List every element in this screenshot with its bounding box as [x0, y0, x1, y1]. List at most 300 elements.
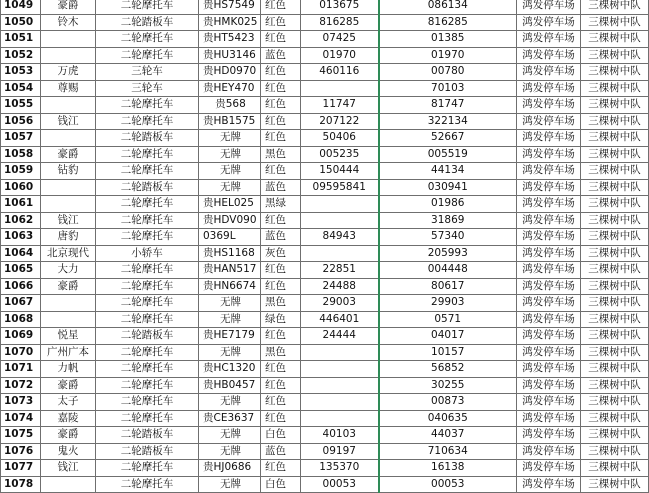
squad-cell[interactable]: 三棵树中队: [581, 344, 649, 361]
frame-number-cell[interactable]: 710634: [379, 443, 517, 460]
plate-cell[interactable]: 贵HS1168: [199, 245, 261, 262]
brand-cell[interactable]: [41, 179, 96, 196]
color-cell[interactable]: 红色: [261, 130, 301, 147]
vehicle-type-cell[interactable]: 二轮摩托车: [96, 97, 199, 114]
vehicle-type-cell[interactable]: 二轮摩托车: [96, 196, 199, 213]
brand-cell[interactable]: 北京现代: [41, 245, 96, 262]
frame-number-cell[interactable]: 52667: [379, 130, 517, 147]
frame-number-cell[interactable]: 040635: [379, 410, 517, 427]
color-cell[interactable]: 红色: [261, 163, 301, 180]
engine-number-cell[interactable]: 50406: [301, 130, 379, 147]
table-row: [1, 410, 649, 427]
plate-cell[interactable]: 贵HMK025: [199, 14, 261, 31]
plate-cell[interactable]: 贵HS7549: [199, 0, 261, 14]
table-row: [1, 245, 649, 262]
color-cell[interactable]: 红色: [261, 377, 301, 394]
color-cell[interactable]: 黑色: [261, 146, 301, 163]
squad-cell[interactable]: 三棵树中队: [581, 64, 649, 81]
engine-number-cell[interactable]: 150444: [301, 163, 379, 180]
brand-cell[interactable]: 豪爵: [41, 0, 96, 14]
frame-number-cell[interactable]: 01970: [379, 47, 517, 64]
vehicle-type-cell[interactable]: 二轮摩托车: [96, 113, 199, 130]
brand-cell[interactable]: 豪爵: [41, 377, 96, 394]
parking-lot-cell[interactable]: 鸿发停车场: [517, 0, 581, 14]
frame-number-cell[interactable]: 004448: [379, 262, 517, 279]
squad-cell[interactable]: 三棵树中队: [581, 14, 649, 31]
row-number-cell[interactable]: 1054: [1, 80, 41, 97]
color-cell[interactable]: 红色: [261, 394, 301, 411]
plate-cell[interactable]: 0369L: [199, 229, 261, 246]
squad-cell[interactable]: 三棵树中队: [581, 443, 649, 460]
parking-lot-cell[interactable]: 鸿发停车场: [517, 130, 581, 147]
brand-cell[interactable]: [41, 31, 96, 48]
row-number-cell[interactable]: 1051: [1, 31, 41, 48]
vehicle-type-cell[interactable]: 三轮车: [96, 64, 199, 81]
vehicle-type-cell[interactable]: 二轮摩托车: [96, 163, 199, 180]
squad-cell[interactable]: 三棵树中队: [581, 130, 649, 147]
plate-cell[interactable]: 贵HB1575: [199, 113, 261, 130]
parking-lot-cell[interactable]: 鸿发停车场: [517, 47, 581, 64]
vehicle-type-cell[interactable]: 二轮摩托车: [96, 229, 199, 246]
engine-number-cell[interactable]: 135370: [301, 460, 379, 477]
squad-cell[interactable]: 三棵树中队: [581, 163, 649, 180]
engine-number-cell[interactable]: [301, 377, 379, 394]
color-cell[interactable]: 红色: [261, 410, 301, 427]
color-cell[interactable]: 黑色: [261, 344, 301, 361]
plate-cell[interactable]: 贵HT5423: [199, 31, 261, 48]
squad-cell[interactable]: 三棵树中队: [581, 262, 649, 279]
engine-number-cell[interactable]: 22851: [301, 262, 379, 279]
frame-number-cell[interactable]: 086134: [379, 0, 517, 14]
frame-number-cell[interactable]: 0571: [379, 311, 517, 328]
row-number-cell[interactable]: 1073: [1, 394, 41, 411]
squad-cell[interactable]: 三棵树中队: [581, 179, 649, 196]
engine-number-cell[interactable]: 01970: [301, 47, 379, 64]
frame-number-cell[interactable]: 205993: [379, 245, 517, 262]
vehicle-type-cell[interactable]: 二轮踏板车: [96, 130, 199, 147]
brand-cell[interactable]: [41, 196, 96, 213]
table-row: [1, 262, 649, 279]
frame-number-cell[interactable]: 04017: [379, 328, 517, 345]
engine-number-cell[interactable]: 24444: [301, 328, 379, 345]
engine-number-cell[interactable]: [301, 245, 379, 262]
table-row: [1, 394, 649, 411]
engine-number-cell[interactable]: [301, 344, 379, 361]
vehicle-type-cell[interactable]: 二轮摩托车: [96, 31, 199, 48]
engine-number-cell[interactable]: 09197: [301, 443, 379, 460]
frame-number-cell[interactable]: 81747: [379, 97, 517, 114]
color-cell[interactable]: 黑色: [261, 295, 301, 312]
squad-cell[interactable]: 三棵树中队: [581, 80, 649, 97]
engine-number-cell[interactable]: 40103: [301, 427, 379, 444]
plate-cell[interactable]: 无牌: [199, 427, 261, 444]
table-row: [1, 0, 649, 14]
parking-lot-cell[interactable]: 鸿发停车场: [517, 394, 581, 411]
parking-lot-cell[interactable]: 鸿发停车场: [517, 361, 581, 378]
brand-cell[interactable]: [41, 476, 96, 493]
squad-cell[interactable]: 三棵树中队: [581, 0, 649, 14]
parking-lot-cell[interactable]: 鸿发停车场: [517, 163, 581, 180]
brand-cell[interactable]: 唐豹: [41, 229, 96, 246]
brand-cell[interactable]: 豪爵: [41, 146, 96, 163]
parking-lot-cell[interactable]: 鸿发停车场: [517, 31, 581, 48]
color-cell[interactable]: 白色: [261, 476, 301, 493]
brand-cell[interactable]: 广州广本: [41, 344, 96, 361]
engine-number-cell[interactable]: [301, 394, 379, 411]
table-row: [1, 476, 649, 493]
engine-number-cell[interactable]: 460116: [301, 64, 379, 81]
vehicle-type-cell[interactable]: 二轮摩托车: [96, 262, 199, 279]
table-row: [1, 295, 649, 312]
parking-lot-cell[interactable]: 鸿发停车场: [517, 245, 581, 262]
squad-cell[interactable]: 三棵树中队: [581, 377, 649, 394]
engine-number-cell[interactable]: [301, 361, 379, 378]
row-number-cell[interactable]: 1060: [1, 179, 41, 196]
engine-number-cell[interactable]: 07425: [301, 31, 379, 48]
frame-number-cell[interactable]: 57340: [379, 229, 517, 246]
brand-cell[interactable]: [41, 311, 96, 328]
color-cell[interactable]: 红色: [261, 14, 301, 31]
parking-lot-cell[interactable]: 鸿发停车场: [517, 344, 581, 361]
color-cell[interactable]: 红色: [261, 328, 301, 345]
brand-cell[interactable]: [41, 295, 96, 312]
squad-cell[interactable]: 三棵树中队: [581, 212, 649, 229]
table-row: [1, 344, 649, 361]
row-number-cell[interactable]: 1064: [1, 245, 41, 262]
row-number-cell[interactable]: 1049: [1, 0, 41, 14]
vehicle-type-cell[interactable]: 二轮踏板车: [96, 427, 199, 444]
parking-lot-cell[interactable]: 鸿发停车场: [517, 113, 581, 130]
row-number-cell[interactable]: 1069: [1, 328, 41, 345]
brand-cell[interactable]: [41, 97, 96, 114]
parking-lot-cell[interactable]: 鸿发停车场: [517, 476, 581, 493]
parking-lot-cell[interactable]: 鸿发停车场: [517, 14, 581, 31]
row-number-cell[interactable]: 1061: [1, 196, 41, 213]
vehicle-type-cell[interactable]: 二轮摩托车: [96, 476, 199, 493]
color-cell[interactable]: 红色: [261, 262, 301, 279]
frame-number-cell[interactable]: 005519: [379, 146, 517, 163]
color-cell[interactable]: 灰色: [261, 245, 301, 262]
squad-cell[interactable]: 三棵树中队: [581, 229, 649, 246]
squad-cell[interactable]: 三棵树中队: [581, 113, 649, 130]
table-row: [1, 113, 649, 130]
frame-number-cell[interactable]: 00873: [379, 394, 517, 411]
parking-lot-cell[interactable]: 鸿发停车场: [517, 427, 581, 444]
table-row: [1, 377, 649, 394]
brand-cell[interactable]: 钱江: [41, 460, 96, 477]
squad-cell[interactable]: 三棵树中队: [581, 460, 649, 477]
squad-cell[interactable]: 三棵树中队: [581, 361, 649, 378]
plate-cell[interactable]: 无牌: [199, 311, 261, 328]
engine-number-cell[interactable]: 24488: [301, 278, 379, 295]
frame-number-cell[interactable]: 01986: [379, 196, 517, 213]
plate-cell[interactable]: 无牌: [199, 146, 261, 163]
frame-number-cell[interactable]: 00053: [379, 476, 517, 493]
brand-cell[interactable]: 钱江: [41, 113, 96, 130]
vehicle-type-cell[interactable]: 二轮摩托车: [96, 460, 199, 477]
table-row: [1, 443, 649, 460]
color-cell[interactable]: 绿色: [261, 311, 301, 328]
color-cell[interactable]: 红色: [261, 212, 301, 229]
plate-cell[interactable]: 贵CE3637: [199, 410, 261, 427]
table-row: [1, 163, 649, 180]
row-number-cell[interactable]: 1055: [1, 97, 41, 114]
vehicle-type-cell[interactable]: 二轮摩托车: [96, 295, 199, 312]
parking-lot-cell[interactable]: 鸿发停车场: [517, 443, 581, 460]
plate-cell[interactable]: 贵HEL025: [199, 196, 261, 213]
brand-cell[interactable]: 豪爵: [41, 278, 96, 295]
color-cell[interactable]: 白色: [261, 427, 301, 444]
frame-number-cell[interactable]: 30255: [379, 377, 517, 394]
color-cell[interactable]: 红色: [261, 278, 301, 295]
table-row: [1, 146, 649, 163]
color-cell[interactable]: 红色: [261, 460, 301, 477]
engine-number-cell[interactable]: 446401: [301, 311, 379, 328]
table-row: [1, 130, 649, 147]
parking-lot-cell[interactable]: 鸿发停车场: [517, 97, 581, 114]
color-cell[interactable]: 红色: [261, 97, 301, 114]
vehicle-type-cell[interactable]: 二轮摩托车: [96, 0, 199, 14]
row-number-cell[interactable]: 1070: [1, 344, 41, 361]
table-row: [1, 64, 649, 81]
engine-number-cell[interactable]: 005235: [301, 146, 379, 163]
vehicle-type-cell[interactable]: 二轮摩托车: [96, 394, 199, 411]
engine-number-cell[interactable]: 29003: [301, 295, 379, 312]
engine-number-cell[interactable]: 207122: [301, 113, 379, 130]
row-number-cell[interactable]: 1066: [1, 278, 41, 295]
plate-cell[interactable]: 贵HEY470: [199, 80, 261, 97]
parking-lot-cell[interactable]: 鸿发停车场: [517, 262, 581, 279]
brand-cell[interactable]: 力帆: [41, 361, 96, 378]
plate-cell[interactable]: 贵HDV090: [199, 212, 261, 229]
row-number-cell[interactable]: 1076: [1, 443, 41, 460]
plate-cell[interactable]: 无牌: [199, 476, 261, 493]
frame-number-cell[interactable]: 01385: [379, 31, 517, 48]
plate-cell[interactable]: 贵HAN517: [199, 262, 261, 279]
color-cell[interactable]: 红色: [261, 361, 301, 378]
squad-cell[interactable]: 三棵树中队: [581, 427, 649, 444]
plate-cell[interactable]: 无牌: [199, 344, 261, 361]
table-row: [1, 311, 649, 328]
frame-number-cell[interactable]: 70103: [379, 80, 517, 97]
brand-cell[interactable]: 铃木: [41, 14, 96, 31]
engine-number-cell[interactable]: 816285: [301, 14, 379, 31]
squad-cell[interactable]: 三棵树中队: [581, 31, 649, 48]
table-body: [1, 0, 649, 493]
row-number-cell[interactable]: 1050: [1, 14, 41, 31]
table-row: [1, 427, 649, 444]
color-cell[interactable]: 黑绿: [261, 196, 301, 213]
table-row: [1, 14, 649, 31]
vehicle-type-cell[interactable]: 三轮车: [96, 80, 199, 97]
brand-cell[interactable]: 尊赐: [41, 80, 96, 97]
plate-cell[interactable]: 贵HD0970: [199, 64, 261, 81]
parking-lot-cell[interactable]: 鸿发停车场: [517, 179, 581, 196]
row-number-cell[interactable]: 1052: [1, 47, 41, 64]
table-row: [1, 361, 649, 378]
plate-cell[interactable]: 无牌: [199, 163, 261, 180]
row-number-cell[interactable]: 1077: [1, 460, 41, 477]
parking-lot-cell[interactable]: 鸿发停车场: [517, 311, 581, 328]
frame-number-cell[interactable]: 00780: [379, 64, 517, 81]
table-row: [1, 179, 649, 196]
plate-cell[interactable]: 无牌: [199, 130, 261, 147]
squad-cell[interactable]: 三棵树中队: [581, 410, 649, 427]
engine-number-cell[interactable]: 013675: [301, 0, 379, 14]
engine-number-cell[interactable]: 11747: [301, 97, 379, 114]
row-number-cell[interactable]: 1053: [1, 64, 41, 81]
row-number-cell[interactable]: 1059: [1, 163, 41, 180]
frame-number-cell[interactable]: 44134: [379, 163, 517, 180]
squad-cell[interactable]: 三棵树中队: [581, 278, 649, 295]
parking-lot-cell[interactable]: 鸿发停车场: [517, 295, 581, 312]
brand-cell[interactable]: [41, 47, 96, 64]
row-number-cell[interactable]: 1075: [1, 427, 41, 444]
row-number-cell[interactable]: 1067: [1, 295, 41, 312]
vehicle-type-cell[interactable]: 二轮摩托车: [96, 377, 199, 394]
brand-cell[interactable]: 嘉陵: [41, 410, 96, 427]
vehicle-type-cell[interactable]: 二轮摩托车: [96, 47, 199, 64]
table-row: [1, 328, 649, 345]
brand-cell[interactable]: 悦星: [41, 328, 96, 345]
squad-cell[interactable]: 三棵树中队: [581, 311, 649, 328]
row-number-cell[interactable]: 1071: [1, 361, 41, 378]
parking-lot-cell[interactable]: 鸿发停车场: [517, 64, 581, 81]
squad-cell[interactable]: 三棵树中队: [581, 245, 649, 262]
plate-cell[interactable]: 无牌: [199, 179, 261, 196]
vehicle-type-cell[interactable]: 二轮踏板车: [96, 443, 199, 460]
parking-lot-cell[interactable]: 鸿发停车场: [517, 212, 581, 229]
brand-cell[interactable]: 万虎: [41, 64, 96, 81]
row-number-cell[interactable]: 1056: [1, 113, 41, 130]
table-row: [1, 97, 649, 114]
engine-number-cell[interactable]: [301, 80, 379, 97]
plate-cell[interactable]: 无牌: [199, 295, 261, 312]
parking-lot-cell[interactable]: 鸿发停车场: [517, 377, 581, 394]
brand-cell[interactable]: [41, 130, 96, 147]
squad-cell[interactable]: 三棵树中队: [581, 47, 649, 64]
vehicle-type-cell[interactable]: 二轮摩托车: [96, 146, 199, 163]
plate-cell[interactable]: 贵HE7179: [199, 328, 261, 345]
frame-number-cell[interactable]: 816285: [379, 14, 517, 31]
row-number-cell[interactable]: 1078: [1, 476, 41, 493]
table-row: [1, 278, 649, 295]
parking-lot-cell[interactable]: 鸿发停车场: [517, 410, 581, 427]
brand-cell[interactable]: 豪爵: [41, 427, 96, 444]
table-row: [1, 460, 649, 477]
brand-cell[interactable]: 太子: [41, 394, 96, 411]
color-cell[interactable]: 红色: [261, 0, 301, 14]
squad-cell[interactable]: 三棵树中队: [581, 196, 649, 213]
parking-lot-cell[interactable]: 鸿发停车场: [517, 460, 581, 477]
frame-number-cell[interactable]: 10157: [379, 344, 517, 361]
row-number-cell[interactable]: 1065: [1, 262, 41, 279]
plate-cell[interactable]: 贵HN6674: [199, 278, 261, 295]
vehicle-type-cell[interactable]: 小轿车: [96, 245, 199, 262]
vehicle-type-cell[interactable]: 二轮摩托车: [96, 344, 199, 361]
table-row: [1, 229, 649, 246]
row-number-cell[interactable]: 1074: [1, 410, 41, 427]
frame-number-cell[interactable]: 80617: [379, 278, 517, 295]
engine-number-cell[interactable]: 84943: [301, 229, 379, 246]
row-number-cell[interactable]: 1062: [1, 212, 41, 229]
vehicle-type-cell[interactable]: 二轮摩托车: [96, 212, 199, 229]
brand-cell[interactable]: 大力: [41, 262, 96, 279]
color-cell[interactable]: 红色: [261, 31, 301, 48]
plate-cell[interactable]: 贵568: [199, 97, 261, 114]
row-number-cell[interactable]: 1058: [1, 146, 41, 163]
table-row: [1, 31, 649, 48]
row-number-cell[interactable]: 1063: [1, 229, 41, 246]
vehicle-type-cell[interactable]: 二轮摩托车: [96, 410, 199, 427]
frame-number-cell[interactable]: 030941: [379, 179, 517, 196]
frame-number-cell[interactable]: 44037: [379, 427, 517, 444]
frame-number-cell[interactable]: 322134: [379, 113, 517, 130]
plate-cell[interactable]: 贵HJ0686: [199, 460, 261, 477]
squad-cell[interactable]: 三棵树中队: [581, 97, 649, 114]
vehicle-type-cell[interactable]: 二轮摩托车: [96, 278, 199, 295]
brand-cell[interactable]: 钻豹: [41, 163, 96, 180]
color-cell[interactable]: 蓝色: [261, 443, 301, 460]
squad-cell[interactable]: 三棵树中队: [581, 394, 649, 411]
plate-cell[interactable]: 贵HB0457: [199, 377, 261, 394]
squad-cell[interactable]: 三棵树中队: [581, 328, 649, 345]
color-cell[interactable]: 蓝色: [261, 47, 301, 64]
engine-number-cell[interactable]: 09595841: [301, 179, 379, 196]
color-cell[interactable]: 红色: [261, 80, 301, 97]
frame-number-cell[interactable]: 56852: [379, 361, 517, 378]
parking-lot-cell[interactable]: 鸿发停车场: [517, 80, 581, 97]
vehicle-type-cell[interactable]: 二轮摩托车: [96, 361, 199, 378]
engine-number-cell[interactable]: [301, 410, 379, 427]
parking-lot-cell[interactable]: 鸿发停车场: [517, 196, 581, 213]
vehicle-type-cell[interactable]: 二轮踏板车: [96, 328, 199, 345]
frame-number-cell[interactable]: 16138: [379, 460, 517, 477]
color-cell[interactable]: 蓝色: [261, 229, 301, 246]
parking-lot-cell[interactable]: 鸿发停车场: [517, 146, 581, 163]
plate-cell[interactable]: 贵HC1320: [199, 361, 261, 378]
parking-lot-cell[interactable]: 鸿发停车场: [517, 328, 581, 345]
brand-cell[interactable]: 鬼火: [41, 443, 96, 460]
plate-cell[interactable]: 贵HU3146: [199, 47, 261, 64]
parking-lot-cell[interactable]: 鸿发停车场: [517, 278, 581, 295]
frame-number-cell[interactable]: 29903: [379, 295, 517, 312]
parking-lot-cell[interactable]: 鸿发停车场: [517, 229, 581, 246]
vehicle-type-cell[interactable]: 二轮摩托车: [96, 311, 199, 328]
vehicle-type-cell[interactable]: 二轮踏板车: [96, 14, 199, 31]
squad-cell[interactable]: 三棵树中队: [581, 295, 649, 312]
squad-cell[interactable]: 三棵树中队: [581, 146, 649, 163]
frame-number-cell[interactable]: 31869: [379, 212, 517, 229]
plate-cell[interactable]: 无牌: [199, 443, 261, 460]
engine-number-cell[interactable]: [301, 212, 379, 229]
engine-number-cell[interactable]: 00053: [301, 476, 379, 493]
color-cell[interactable]: 红色: [261, 64, 301, 81]
brand-cell[interactable]: 钱江: [41, 212, 96, 229]
vehicle-type-cell[interactable]: 二轮踏板车: [96, 179, 199, 196]
table-row: [1, 196, 649, 213]
table-row: [1, 47, 649, 64]
row-number-cell[interactable]: 1057: [1, 130, 41, 147]
color-cell[interactable]: 红色: [261, 113, 301, 130]
row-number-cell[interactable]: 1068: [1, 311, 41, 328]
engine-number-cell[interactable]: [301, 196, 379, 213]
plate-cell[interactable]: 无牌: [199, 394, 261, 411]
squad-cell[interactable]: 三棵树中队: [581, 476, 649, 493]
color-cell[interactable]: 蓝色: [261, 179, 301, 196]
table-row: [1, 80, 649, 97]
row-number-cell[interactable]: 1072: [1, 377, 41, 394]
